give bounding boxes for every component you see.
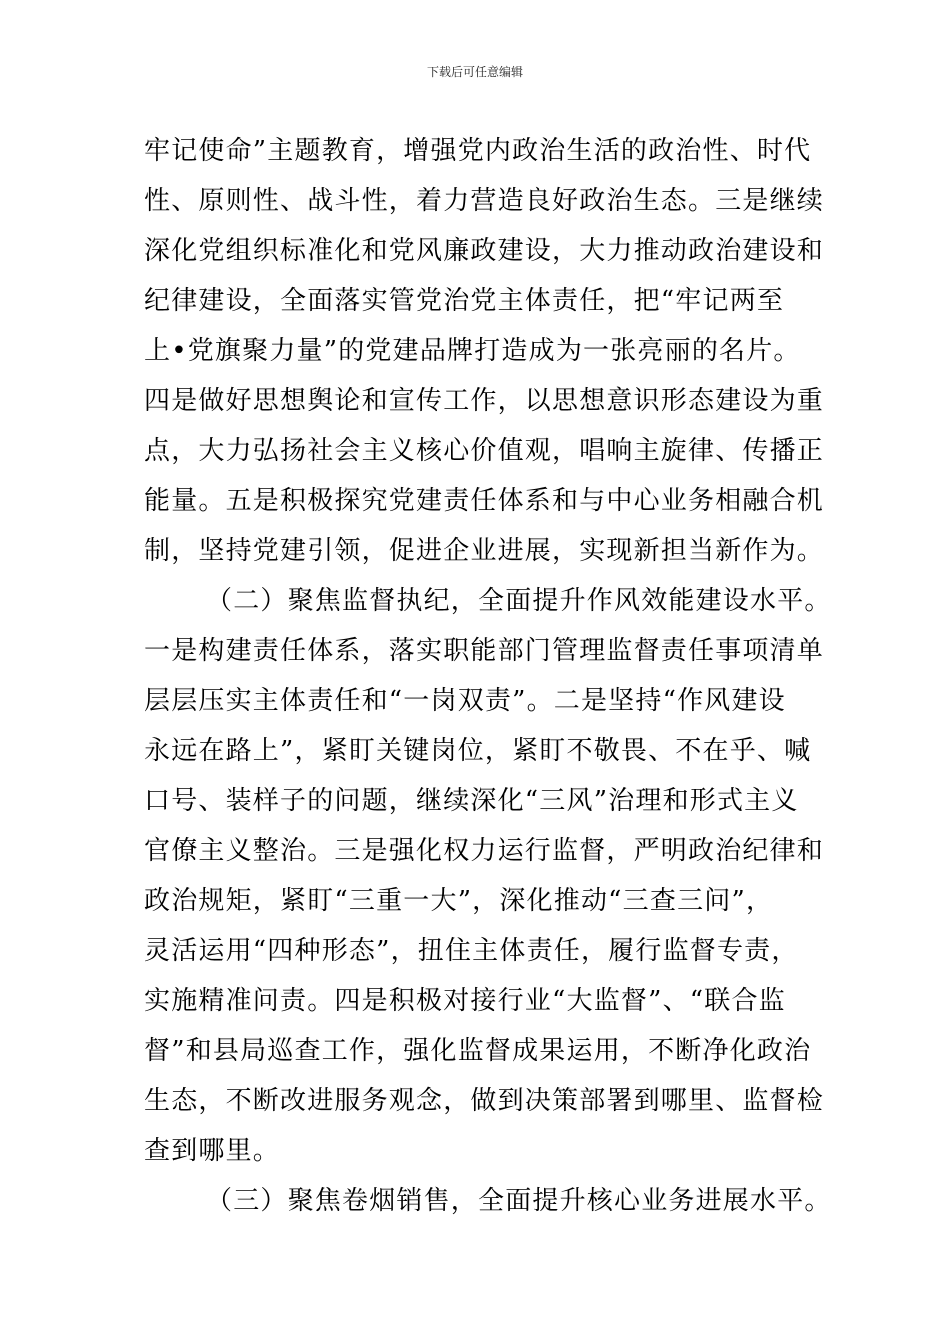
text-line: 灵活运用“四种形态”，扭住主体责任，履行监督专责， bbox=[144, 936, 799, 966]
text-line: 查到哪里。 bbox=[144, 1136, 281, 1166]
section-heading-2: （二）聚焦监督执纪，全面提升作风效能建设水平。 bbox=[206, 586, 832, 616]
text-line: 层层压实主体责任和“一岗双责”。二是坚持“作风建设 bbox=[144, 686, 786, 716]
text-line: 永远在路上”，紧盯关键岗位，紧盯不敬畏、不在乎、喊 bbox=[144, 736, 812, 766]
document-body bbox=[144, 126, 832, 1226]
text-line: 督”和县局巡查工作，强化监督成果运用，不断净化政治 bbox=[144, 1036, 812, 1066]
text-line: 官僚主义整治。三是强化权力运行监督，严明政治纪律和 bbox=[144, 836, 825, 866]
text-line: 口号、装样子的问题，继续深化“三风”治理和形式主义 bbox=[144, 786, 799, 816]
section-heading-3: （三）聚焦卷烟销售，全面提升核心业务进展水平。 bbox=[206, 1186, 832, 1216]
text-line: 政治规矩，紧盯“三重一大”，深化推动“三查三问”， bbox=[144, 886, 774, 916]
text-line: 生态，不断改进服务观念，做到决策部署到哪里、监督检 bbox=[144, 1086, 825, 1116]
text-line: 实施精准问责。四是积极对接行业“大监督”、“联合监 bbox=[144, 986, 786, 1016]
text-line: 纪律建设，全面落实管党治党主体责任，把“牢记两至 bbox=[144, 286, 785, 316]
text-line: 能量。五是积极探究党建责任体系和与中心业务相融合机 bbox=[144, 486, 825, 516]
page-header-note: 下载后可任意编辑 bbox=[426, 65, 523, 79]
text-line: 性、原则性、战斗性，着力营造良好政治生态。三是继续 bbox=[144, 186, 825, 216]
text-line: 点，大力弘扬社会主义核心价值观，唱响主旋律、传播正 bbox=[144, 436, 825, 466]
text-line: 一是构建责任体系，落实职能部门管理监督责任事项清单 bbox=[144, 636, 825, 666]
text-line: 上•党旗聚力量”的党建品牌打造成为一张亮丽的名片。 bbox=[144, 336, 801, 366]
text-line: 牢记使命”主题教育，增强党内政治生活的政治性、时代 bbox=[144, 136, 812, 166]
text-line: 四是做好思想舆论和宣传工作，以思想意识形态建设为重 bbox=[144, 386, 825, 416]
text-line: 制，坚持党建引领，促进企业进展，实现新担当新作为。 bbox=[144, 536, 825, 566]
text-line: 深化党组织标准化和党风廉政建设，大力推动政治建设和 bbox=[144, 236, 825, 266]
